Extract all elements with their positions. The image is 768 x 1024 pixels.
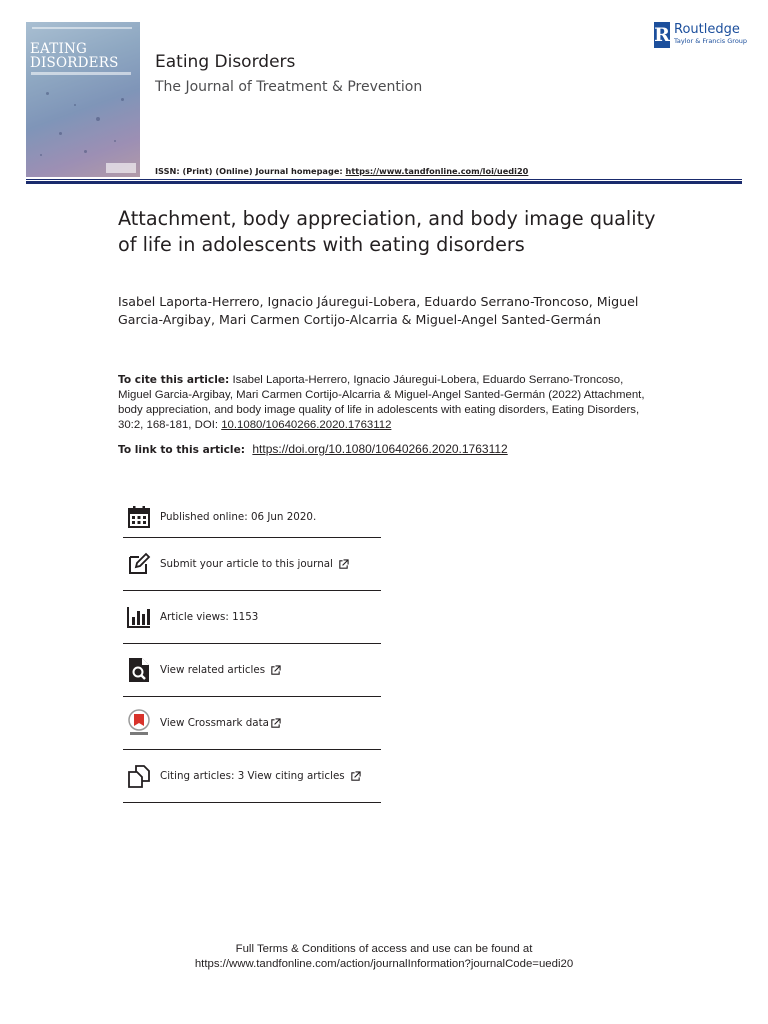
cover-title-line2: DISORDERS	[30, 55, 119, 71]
routledge-r-icon: R	[654, 24, 670, 46]
crossmark-label[interactable]: View Crossmark data	[160, 717, 269, 729]
article-title: Attachment, body appreciation, and body image quality of life in adolescents with eating disorders	[118, 207, 656, 256]
cover-speck	[74, 104, 76, 106]
article-views-count: Article views: 1153	[160, 611, 259, 623]
document-search-icon	[125, 656, 153, 684]
cover-speck	[96, 117, 100, 121]
cover-title	[30, 42, 138, 70]
publisher-logo[interactable]	[654, 22, 747, 48]
external-link-icon	[270, 661, 281, 680]
crossmark-row[interactable]	[123, 697, 381, 750]
article-doi-link[interactable]: https://doi.org/10.1080/10640266.2020.1763112	[252, 442, 508, 456]
article-link-line	[118, 442, 678, 456]
calendar-icon	[125, 503, 153, 531]
footer-terms-link[interactable]: https://www.tandfonline.com/action/journalInformation?journalCode=uedi20	[194, 958, 574, 970]
cover-subtitle-bar	[31, 72, 131, 75]
published-date: Published online: 06 Jun 2020.	[160, 511, 317, 523]
crossmark-icon	[125, 709, 153, 737]
cite-doi-link[interactable]: 10.1080/10640266.2020.1763112	[221, 419, 392, 431]
cover-speck	[59, 132, 62, 135]
cover-publisher-mark	[106, 163, 136, 173]
related-articles-label[interactable]: View related articles	[160, 664, 266, 676]
citing-documents-icon	[125, 762, 153, 790]
edit-pencil-icon	[125, 550, 153, 578]
article-views-row	[123, 591, 381, 644]
journal-homepage-link[interactable]: https://www.tandfonline.com/loi/uedi20	[345, 166, 529, 176]
external-link-icon	[270, 714, 281, 733]
article-info-list	[123, 497, 381, 803]
published-row	[123, 497, 381, 538]
header-divider-thick	[26, 181, 742, 184]
journal-title: Eating Disorders	[155, 52, 296, 72]
external-link-icon	[338, 555, 349, 574]
cover-speck	[121, 98, 124, 101]
journal-cover-image	[26, 22, 140, 177]
article-authors: Isabel Laporta-Herrero, Ignacio Jáuregui-Lobera, Eduardo Serrano-Troncoso, Miguel Garcia-Argibay, Mari Carmen Cortijo-Alcarria & Miguel-Angel Santed-Germán	[118, 294, 639, 327]
cover-speck	[46, 92, 49, 95]
citation-block	[118, 373, 658, 433]
journal-subtitle: The Journal of Treatment & Prevention	[155, 79, 423, 95]
header-divider-thin	[26, 179, 742, 180]
issn-line	[155, 166, 528, 176]
footer-terms	[0, 942, 768, 972]
cover-speck	[84, 150, 87, 153]
cite-label: To cite this article:	[118, 374, 230, 386]
related-articles-row[interactable]	[123, 644, 381, 697]
link-label: To link to this article:	[118, 444, 245, 456]
citing-articles-label[interactable]: Citing articles: 3 View citing articles	[160, 770, 345, 782]
publisher-group: Taylor & Francis Group	[674, 37, 748, 45]
cover-speck	[114, 140, 116, 142]
footer-terms-text: Full Terms & Conditions of access and use can be found at	[235, 943, 533, 955]
bar-chart-icon	[125, 603, 153, 631]
cover-title-line1: EATING	[30, 41, 87, 57]
publisher-name: Routledge	[674, 22, 740, 37]
cite-text: Isabel Laporta-Herrero, Ignacio Jáuregui-Lobera, Eduardo Serrano-Troncoso, Miguel Garcia-Argibay, Mari Carmen Cortijo-Alcarria & Miguel-Angel Santed-Germán (2022) Attachment, body appreciation, and body image quality of life in adolescents with eating disorders, Eating Disorders, 30:2, 168-181, DOI:	[118, 374, 645, 431]
submit-article-label[interactable]: Submit your article to this journal	[160, 558, 333, 570]
issn-label: ISSN: (Print) (Online) Journal homepage:	[155, 166, 343, 176]
citing-articles-row[interactable]	[123, 750, 381, 803]
external-link-icon	[350, 767, 361, 786]
submit-article-row[interactable]	[123, 538, 381, 591]
cover-decoration	[32, 27, 132, 29]
cover-speck	[40, 154, 42, 156]
